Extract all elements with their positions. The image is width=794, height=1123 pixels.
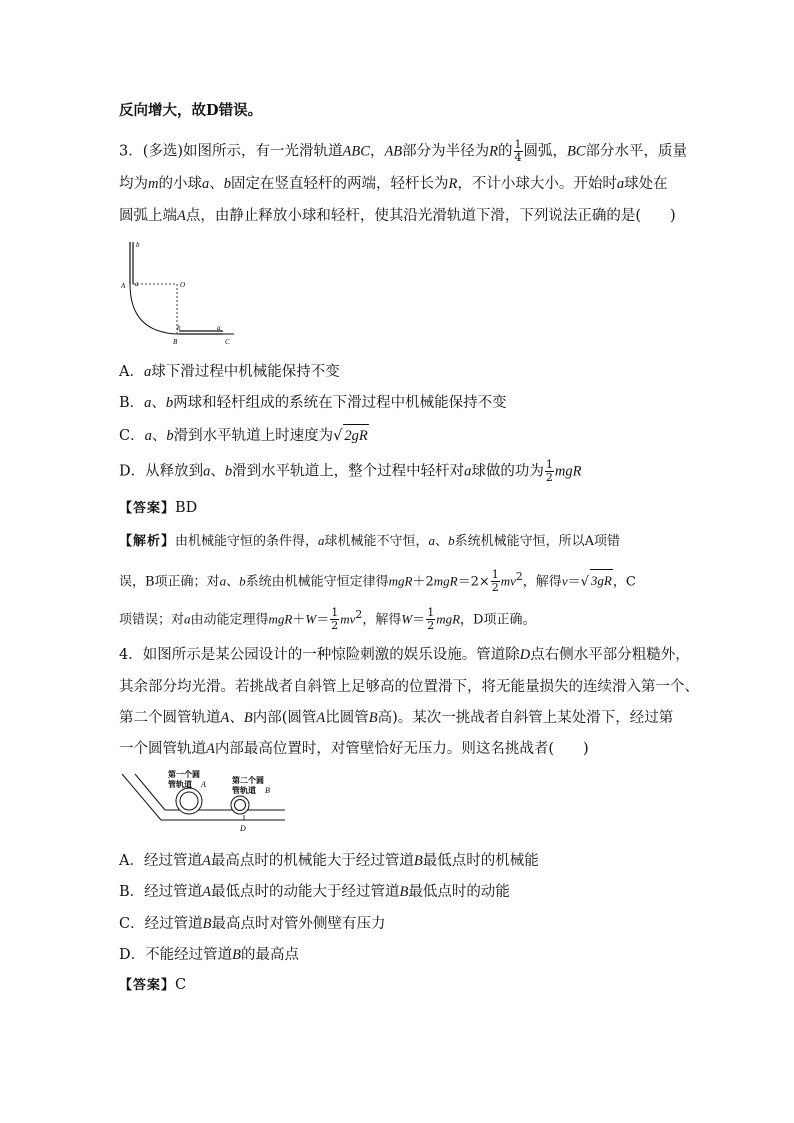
- q4-option-c: C．经过管道B最高点时对管外侧壁有压力: [119, 916, 386, 932]
- q3-line2: 均为m的小球a、b固定在竖直轻杆的两端，轻杆长为R，不计小球大小。开始时a球处在: [119, 176, 668, 192]
- q4-option-a: A．经过管道A最高点时的机械能大于经过管道B最低点时的机械能: [119, 853, 539, 869]
- intro-tail: 反向增大，故D错误。: [119, 102, 263, 119]
- q4-line3: 第二个圆管轨道A、B内部(圆管A比圆管B高)。某次一挑战者自斜管上某处滑下，经过第: [119, 710, 674, 726]
- fig-label-a: a: [135, 280, 139, 288]
- q4-line1: 4．如图所示是某公园设计的一种惊险刺激的娱乐设施。管道除D点右侧水平部分粗糙外，: [119, 647, 690, 663]
- fig-first-line2: 管轨道: [168, 780, 192, 789]
- q3-answer: 【答案】BD: [119, 500, 198, 516]
- fig-label-B: B: [173, 338, 178, 346]
- q3-analysis-line3: 项错误；对a由动能定理得mgR＋W＝ $\frac{1}{2}$ $mv^2$，解得W＝ $\frac{1}{2}$ mgR，D项正确。: [119, 606, 536, 633]
- fig-label-a-right: a: [217, 324, 221, 332]
- q4-option-b: B．经过管道A最低点时的动能大于经过管道B最低点时的动能: [119, 884, 510, 900]
- q4-line2: 其余部分均光滑。若挑战者自斜管上足够高的位置滑下，将无能量损失的连续滑入第一个、: [119, 679, 699, 695]
- q3-line1: 3．(多选)如图所示，有一光滑轨道ABC，AB部分为半径为R的 $\frac{1}{4}$ 圆弧，BC部分水平，质量: [119, 138, 688, 164]
- q3-option-c: C．a、b滑到水平轨道上时速度为√ 2gR: [119, 424, 369, 447]
- q4-answer: 【答案】C: [119, 977, 187, 993]
- fig-label-b-bottom: b: [177, 324, 181, 332]
- fig-second-B: B: [265, 786, 270, 795]
- fig-D: D: [240, 824, 246, 833]
- q3-option-d: D．从释放到a、b滑到水平轨道上，整个过程中轻杆对a球做的功为 $\frac{1}{2}$ mgR: [119, 458, 582, 484]
- q3-option-a: A．a球下滑过程中机械能保持不变: [119, 364, 340, 380]
- q3-analysis-line1: 【解析】由机械能守恒的条件得，a球机械能不守恒，a、b系统机械能守恒，所以A项错: [119, 533, 620, 549]
- fig-label-C: C: [225, 338, 230, 346]
- q3-track-figure: [119, 238, 229, 348]
- fig-second-line1: 第二个圆: [232, 776, 264, 785]
- fig-first-line1: 第一个圆: [168, 770, 200, 779]
- fig-label-O: O: [180, 281, 186, 289]
- fig-second-line2: 管轨道: [232, 786, 256, 795]
- q3-analysis-line2: 误，B项正确；对a、b系统由机械能守恒定律得mgR＋2mgR＝2× $\frac{1}{2}$ $mv^2$，解得v＝√ 3gR，C: [119, 568, 636, 595]
- q3-line3: 圆弧上端A点，由静止释放小球和轻杆，使其沿光滑轨道下滑，下列说法正确的是( ): [119, 208, 676, 224]
- q4-pipe-figure: [119, 768, 289, 840]
- fig-first-A: A: [201, 780, 206, 789]
- q4-line4: 一个圆管轨道A内部最高位置时，对管壁恰好无压力。则这名挑战者( ): [119, 741, 589, 757]
- fig-label-A: A: [121, 282, 126, 290]
- q3-option-b: B．a、b两球和轻杆组成的系统在下滑过程中机械能保持不变: [119, 395, 507, 411]
- q4-option-d: D．不能经过管道B的最高点: [119, 947, 299, 963]
- fig-label-b-top: b: [136, 241, 140, 249]
